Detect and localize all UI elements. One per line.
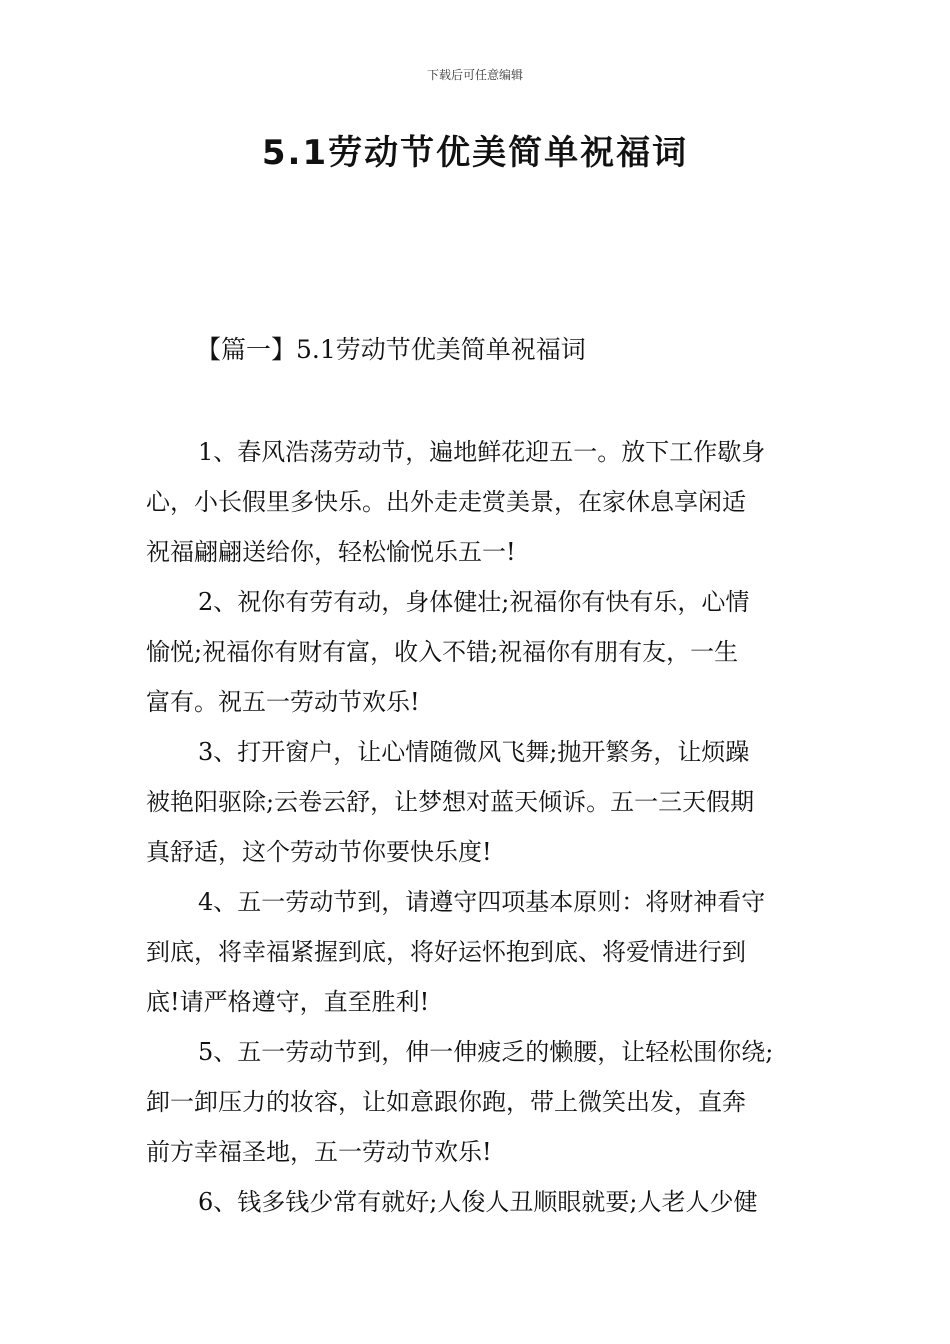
paragraph-6-line-1: 6、钱多钱少常有就好;人俊人丑顺眼就要;人老人少健: [198, 1188, 758, 1216]
header-note: 下载后可任意编辑: [426, 68, 523, 82]
document-body: [146, 427, 811, 1227]
paragraph-2-line-3: 富有。祝五一劳动节欢乐!: [146, 688, 420, 716]
paragraph-3-line-2: 被艳阳驱除;云卷云舒，让梦想对蓝天倾诉。五一三天假期: [146, 788, 755, 816]
paragraph-3-line-1: 3、打开窗户，让心情随微风飞舞;抛开繁务，让烦躁: [198, 738, 750, 766]
document-title: 5.1劳动节优美简单祝福词: [261, 133, 689, 173]
paragraph-4-line-1: 4、五一劳动节到，请遵守四项基本原则：将财神看守: [198, 888, 766, 916]
paragraph-2-line-1: 2、祝你有劳有动，身体健壮;祝福你有快有乐，心情: [198, 588, 750, 616]
paragraph-4-line-2: 到底，将幸福紧握到底，将好运怀抱到底、将爱情进行到: [146, 938, 746, 966]
paragraph-4-line-3: 底!请严格遵守，直至胜利!: [146, 988, 430, 1016]
paragraph-2-line-2: 愉悦;祝福你有财有富，收入不错;祝福你有朋有友，一生: [146, 638, 739, 666]
paragraph-5-line-2: 卸一卸压力的妆容，让如意跟你跑，带上微笑出发，直奔: [146, 1088, 746, 1116]
paragraph-5-line-3: 前方幸福圣地，五一劳动节欢乐!: [146, 1138, 492, 1166]
paragraph-1-line-3: 祝福翩翩送给你，轻松愉悦乐五一!: [146, 538, 516, 566]
paragraph-1-line-1: 1、春风浩荡劳动节，遍地鲜花迎五一。放下工作歇身: [198, 438, 766, 466]
paragraph-5-line-1: 5、五一劳动节到，伸一伸疲乏的懒腰，让轻松围你绕;: [198, 1038, 774, 1066]
paragraph-3-line-3: 真舒适，这个劳动节你要快乐度!: [146, 838, 492, 866]
paragraph-1-line-2: 心，小长假里多快乐。出外走走赏美景，在家休息享闲适: [146, 488, 746, 516]
section-heading: 【篇一】5.1劳动节优美简单祝福词: [196, 335, 586, 364]
